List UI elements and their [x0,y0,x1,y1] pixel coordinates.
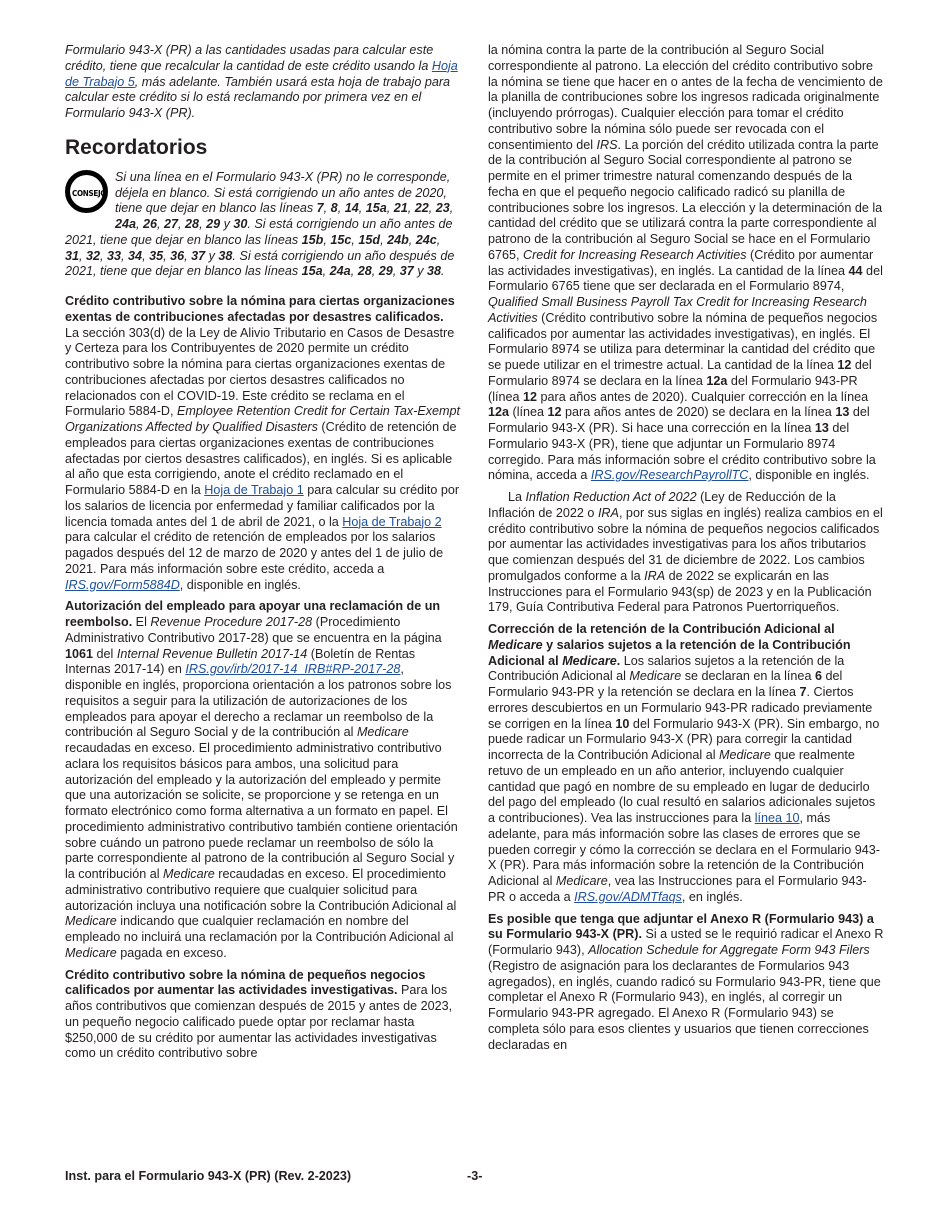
paragraph-schedule-r: Es posible que tenga que adjuntar el Anexo R (Formulario 943) a su Formulario 943-X (PR). Si a usted se le requirió radicar el Anexo R (Formulario 943), Allocation Schedule for Aggregate Form 943 Filers (Registro de asignación para los declarantes de Formularios 943 agregados), en inglés, cuando radicó su Formulario 943-PR, tiene que completar el Anexo R (Formulario 943), en inglés, al corregir un Formulario 943-PR agregado. El Anexo R (Formulario 943) se completa sólo para esos clientes y usuarios que tienen correcciones declaradas en [488,911,884,1052]
paragraph-title: Crédito contributivo sobre la nómina para ciertas organizaciones exentas de contribuciones afectadas por desastres calificados. [65,294,455,324]
irs-admtfaqs-link[interactable]: IRS.gov/ADMTfaqs [574,889,682,904]
left-column [65,43,461,1068]
tip-text: Si una línea en el Formulario 943-X (PR) no le corresponde, déjela en blanco. Si está corrigiendo un año antes de 2020, tiene que dejar en blanco las líneas 7, 8, 14, 15a, 21, 22, 23, 24a, 26, 27, 28, 29 y 30. Si está corrigiendo un año antes de 2021, tiene que dejar en blanco las líneas 15b, 15c, 15d, 24b, 24c, 31, 32, 33, 34, 35, 36, 37 y 38. Si está corrigiendo un año después de 2021, tiene que dejar en blanco las líneas 15a, 24a, 28, 29, 37 y 38. [65,169,455,279]
consejo-icon: CONSEJO [65,170,108,213]
intro-paragraph: Formulario 943-X (PR) a las cantidades usadas para calcular este crédito, tiene que recalcular la cantidad de este crédito usando la Hoja de Trabajo 5, más adelante. También usará esta hoja de trabajo para calcular este crédito si lo está reclamando por primera vez en el Formulario 943-X (PR). [65,43,458,120]
paragraph-research-credit-cont: la nómina contra la parte de la contribución al Seguro Social correspondiente al patrono. La elección del crédito contributivo sobre la nómina se tiene que hacer en o antes de la fecha de vencimiento de la planilla de contribuciones sobre los ingresos radicada originalmente (incluyendo prórrogas). Cualquier elección para tomar el crédito contributivo sobre la nómina sólo puede ser revocada con el consentimiento del IRS. La porción del crédito utilizada contra la parte de la contribución al Seguro Social correspondiente al patrono se permite en el primer trimestre natural comenzando después de la fecha en que el pequeño negocio calificado radicó su planilla de contribuciones sobre los ingresos. La elección y la determinación de la cantidad del crédito que se utilizará contra la parte correspondiente al patrono de la contribución al Seguro Social se hace en el Formulario 6765, Credit for Increasing Research Activities (Crédito por aumentar las actividades investigativas), en inglés. La cantidad de la línea 44 del Formulario 6765 tiene que ser declarada en el Formulario 8974, Qualified Small Business Payroll Tax Credit for Increasing Research Activities (Crédito contributivo sobre la nómina de pequeños negocios calificados por aumentar las actividades investigativas), en inglés. El Formulario 8974 se utiliza para determinar la cantidad del crédito que se puede utilizar en el trimestre actual. La cantidad de la línea 12 del Formulario 8974 se declara en la línea 12a del Formulario 943-PR (línea 12 para años antes de 2020). Cualquier corrección en la línea 12a (línea 12 para años antes de 2020) se declara en la línea 13 del Formulario 943-X (PR). Si hace una corrección en la línea 13 del Formulario 943-X (PR), tiene que adjuntar un Formulario 8974 corregido. Para más información sobre el crédito contributivo sobre la nómina, acceda a IRS.gov/ResearchPayrollTC, disponible en inglés. [488,43,883,483]
paragraph-additional-medicare: Corrección de la retención de la Contribución Adicional al Medicare y salarios sujetos a la retención de la Contribución Adicional al Medicare. Los salarios sujetos a la retención de la Contribución Adicional al Medicare se declaran en la línea 6 del Formulario 943-PR y la retención se declara en la línea 7. Ciertos errores descubiertos en un Formulario 943-PR radicado previamente se corrigen en la línea 10 del Formulario 943-X (PR). Sin embargo, no puede radicar un Formulario 943-X (PR) para corregir la cantidad incorrecta de la Contribución Adicional al Medicare que realmente retuvo de un empleado en un año anterior, incluyendo cualquier cantidad que pagó en nombre de su empleado en lugar de deducirlo del pago del empleado (lo cual resultó en salarios adicionales sujetos a contribuciones). Vea las instrucciones para la línea 10, más adelante, para más información sobre las clases de errores que se pueden corregir y cómo la corrección se declara en el Formulario 943-X (PR). Para más información sobre la retención de la Contribución Adicional al Medicare, vea las Instrucciones para el Formulario 943-PR o acceda a IRS.gov/ADMTfaqs, en inglés. [488,622,880,904]
right-column [488,43,884,1059]
footer-form-title: Inst. para el Formulario 943-X (PR) (Rev. 2-2023) [65,1169,352,1183]
worksheet-1-link[interactable]: Hoja de Trabajo 1 [204,483,304,497]
irs-research-payroll-link[interactable]: IRS.gov/ResearchPayrollTC [590,468,749,483]
paragraph-inflation-reduction-act: La Inflation Reduction Act of 2022 (Ley de Reducción de la Inflación de 2022 o IRA, por sus siglas en inglés) realiza cambios en el crédito contributivo sobre la nómina de pequeños negocios calificados por aumentar las actividades investigativas para los años tributarios que comienzan después del 31 de diciembre de 2022. Los cambios promulgados conforme a la IRA de 2022 se explicarán en las Instrucciones para el Formulario 943(sp) de 2023 y en la Publicación 179, Guía Contributiva Federal para Patronos Puertorriqueños. [488,490,883,615]
paragraph-title: Autorización del empleado para apoyar una reclamación de un reembolso. [65,599,441,629]
paragraph-employee-consent: Autorización del empleado para apoyar una reclamación de un reembolso. El Revenue Procedure 2017-28 (Procedimiento Administrativo Contributivo 2017-28) que se encuentra en la página 1061 del Internal Revenue Bulletin 2017-14 (Boletín de Rentas Internas 2017-14) en IRS.gov/irb/2017-14_IRB#RP-2017-28, disponible en inglés, proporciona orientación a los patronos sobre los requisitos a seguir para la utilización de autorizaciones de los empleados para apoyar el derecho a reclamar un reembolso de la contribución al Seguro Social y de la contribución al Medicare recaudadas en exceso. El procedimiento administrativo contributivo aclara los requisitos básicos para ambos, una solicitud para autorización del empleado y la autorización del empleado y permite que una autorización se solicite, se proporcione y se retenga en un formato electrónico como forma alternativa a un formato en papel. El procedimiento administrativo contributivo también contiene orientación sobre cuándo un patrono puede reclamar un reembolso de sólo la parte correspondiente al patrono de la contribución al Seguro Social y la contribución al Medicare recaudadas en exceso. El procedimiento administrativo contributivo requiere que cualquier solicitud para autorización incluya una notificación sobre la Contribución Adicional al Medicare indicando que cualquier reclamación en nombre del empleado no incluirá una reclamación por la Contribución Adicional al Medicare pagada en exceso. [65,599,458,960]
irs-form5884d-link[interactable]: IRS.gov/Form5884D [65,577,180,592]
irs-irb-link[interactable]: IRS.gov/irb/2017-14_IRB#RP-2017-28 [185,662,401,677]
tip-box [65,170,461,280]
page-number: -3- [467,1169,483,1183]
section-heading-recordatorios: Recordatorios [65,135,208,159]
worksheet-5-link[interactable]: Hoja de Trabajo 5 [65,58,458,89]
worksheet-2-link[interactable]: Hoja de Trabajo 2 [342,514,442,529]
line-10-link[interactable]: línea 10 [754,811,800,825]
paragraph-title: Corrección de la retención de la Contribución Adicional al Medicare y salarios sujetos a la retención de la Contribución Adicional al Medicare. [488,622,851,668]
paragraph-title: Es posible que tenga que adjuntar el Anexo R (Formulario 943) a su Formulario 943-X (PR). [488,911,874,942]
paragraph-disaster-credit: Crédito contributivo sobre la nómina para ciertas organizaciones exentas de contribuciones afectadas por desastres calificados. La sección 303(d) de la Ley de Alivio Tributario en Casos de Desastre y Certeza para los Contribuyentes de 2020 permite un crédito contributivo sobre la nómina para ciertas organizaciones exentas de contribuciones afectadas por ciertos desastres calificados no relacionados con el COVID-19. Este crédito se reclama en el Formulario 5884-D, Employee Retention Credit for Certain Tax-Exempt Organizations Affected by Qualified Disasters (Crédito de retención de empleados para ciertas organizaciones exentas de contribuciones afectadas por ciertos desastres calificados), en inglés. Si es aplicable al año que esta corrigiendo, anote el crédito reclamado en el Formulario 5884-D en la Hoja de Trabajo 1 para calcular su crédito por los salarios de licencia por enfermedad y familiar calificados por la licencia tomada antes del 1 de abril de 2021, o la Hoja de Trabajo 2 para calcular el crédito de retención de empleados por los salarios pagados después del 12 de marzo de 2020 y antes del 1 de julio de 2021. Para más información sobre este crédito, acceda a IRS.gov/Form5884D, disponible en inglés. [65,294,461,592]
paragraph-title: Crédito contributivo sobre la nómina de pequeños negocios calificados por aumentar las actividades investigativas. [65,967,426,998]
paragraph-research-credit: Crédito contributivo sobre la nómina de pequeños negocios calificados por aumentar las actividades investigativas. Para los años contributivos que comienzan después de 2015 y antes de 2023, un pequeño negocio calificado puede optar por reclamar hasta $250,000 de su crédito por aumentar las actividades investigativas como un crédito contributivo sobre [65,967,453,1061]
